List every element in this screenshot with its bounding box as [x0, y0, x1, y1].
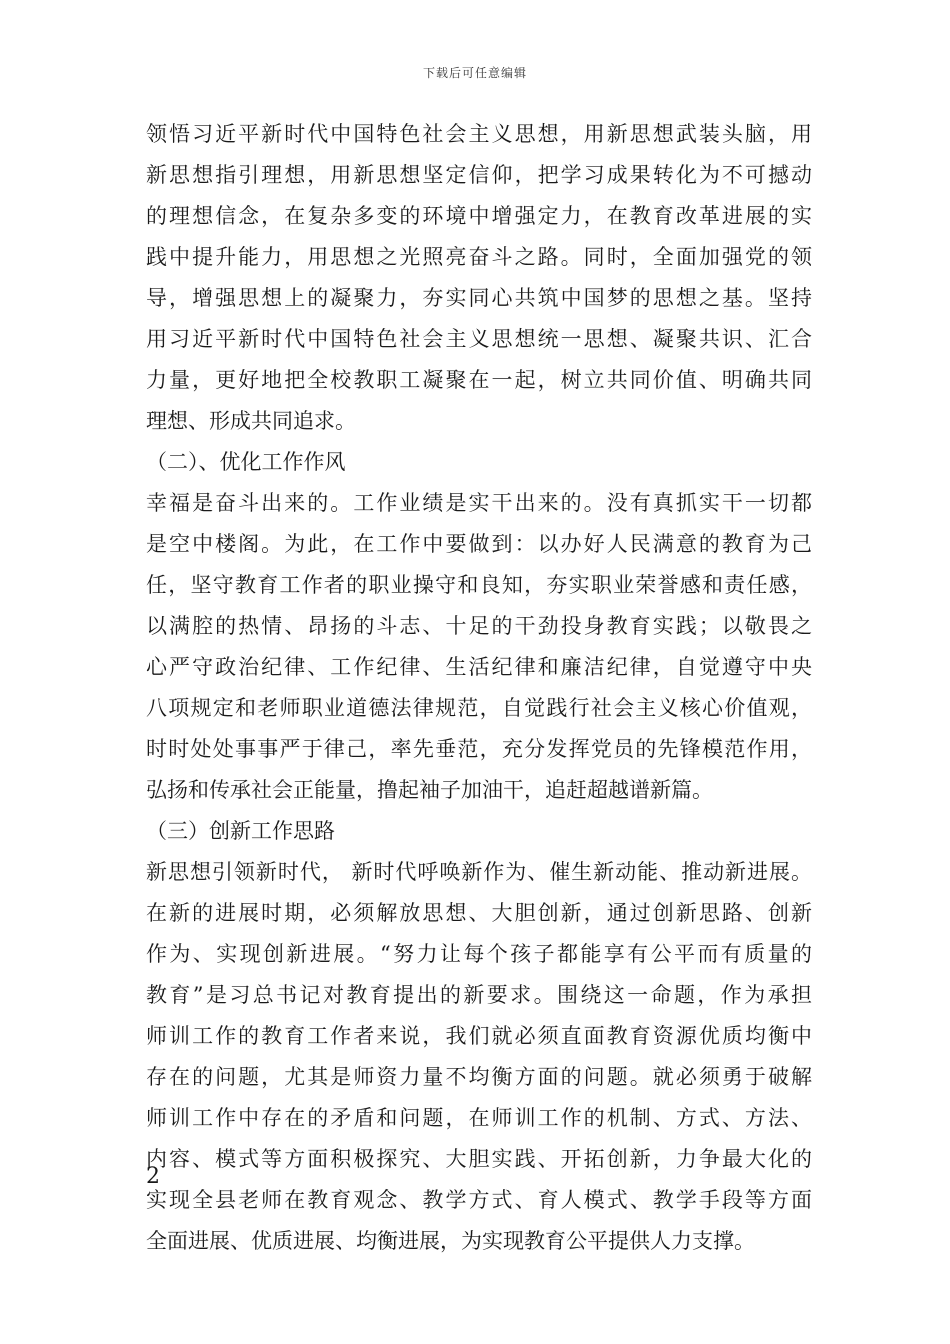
text-line: 理想、形成共同追求。 — [146, 409, 356, 433]
text-line: 心严守政治纪律、工作纪律、生活纪律和廉洁纪律，自觉遵守中央 — [146, 655, 812, 679]
text-line: 是空中楼阁。为此，在工作中要做到：以办好人民满意的教育为己 — [146, 532, 812, 556]
text-line: 力量，更好地把全校教职工凝聚在一起，树立共同价值、明确共同 — [146, 368, 812, 392]
text-line: 幸福是奋斗出来的。工作业绩是实干出来的。没有真抓实干一切都 — [146, 491, 812, 515]
text-line: 全面进展、优质进展、均衡进展，为实现教育公平提供人力支撑。 — [146, 1229, 755, 1253]
text-line: 存在的问题，尤其是师资力量不均衡方面的问题。就必须勇于破解 — [146, 1065, 812, 1089]
text-line: 内容、模式等方面积极探究、大胆实践、开拓创新，力争最大化的 — [146, 1147, 812, 1171]
text-line: 新思想引领新时代， 新时代呼唤新作为、催生新动能、推动新进展。 — [146, 860, 812, 884]
text-line: 师训工作中存在的矛盾和问题，在师训工作的机制、方式、方法、 — [146, 1106, 812, 1130]
text-line: 在新的进展时期，必须解放思想、大胆创新，通过创新思路、创新 — [146, 901, 812, 925]
text-line: 任，坚守教育工作者的职业操守和良知，夯实职业荣誉感和责任感， — [146, 573, 812, 597]
text-line: 的理想信念，在复杂多变的环境中增强定力，在教育改革进展的实 — [146, 204, 812, 228]
text-line: 新思想指引理想，用新思想坚定信仰，把学习成果转化为不可撼动 — [146, 163, 812, 187]
text-line: 导，增强思想上的凝聚力，夯实同心共筑中国梦的思想之基。坚持 — [146, 286, 812, 310]
text-line: 用习近平新时代中国特色社会主义思想统一思想、凝聚共识、汇合 — [146, 327, 812, 351]
document-body — [146, 114, 812, 1262]
text-line: 领悟习近平新时代中国特色社会主义思想，用新思想武装头脑，用 — [146, 122, 812, 146]
text-line: 实现全县老师在教育观念、教学方式、育人模式、教学手段等方面 — [146, 1188, 812, 1212]
text-line: （三）创新工作思路 — [146, 819, 335, 843]
text-line: 践中提升能力，用思想之光照亮奋斗之路。同时，全面加强党的领 — [146, 245, 812, 269]
text-line: （二）、优化工作作风 — [146, 450, 346, 474]
text-line: 师训工作的教育工作者来说，我们就必须直面教育资源优质均衡中 — [146, 1024, 812, 1048]
text-line: 作为、实现创新进展。“努力让每个孩子都能享有公平而有质量的 — [146, 942, 812, 966]
header-note: 下载后可任意编辑 — [422, 66, 527, 80]
text-line: 时时处处事事严于律己，率先垂范，充分发挥党员的先锋模范作用， — [146, 737, 812, 761]
text-line: 教育”是习总书记对教育提出的新要求。围绕这一命题，作为承担 — [146, 983, 812, 1007]
text-line: 弘扬和传承社会正能量，撸起袖子加油干，追赶超越谱新篇。 — [146, 778, 713, 802]
text-line: 八项规定和老师职业道德法律规范，自觉践行社会主义核心价值观， — [146, 696, 812, 720]
text-line: 以满腔的热情、昂扬的斗志、十足的干劲投身教育实践；以敬畏之 — [146, 614, 812, 638]
page-number: 2 — [146, 1164, 160, 1189]
